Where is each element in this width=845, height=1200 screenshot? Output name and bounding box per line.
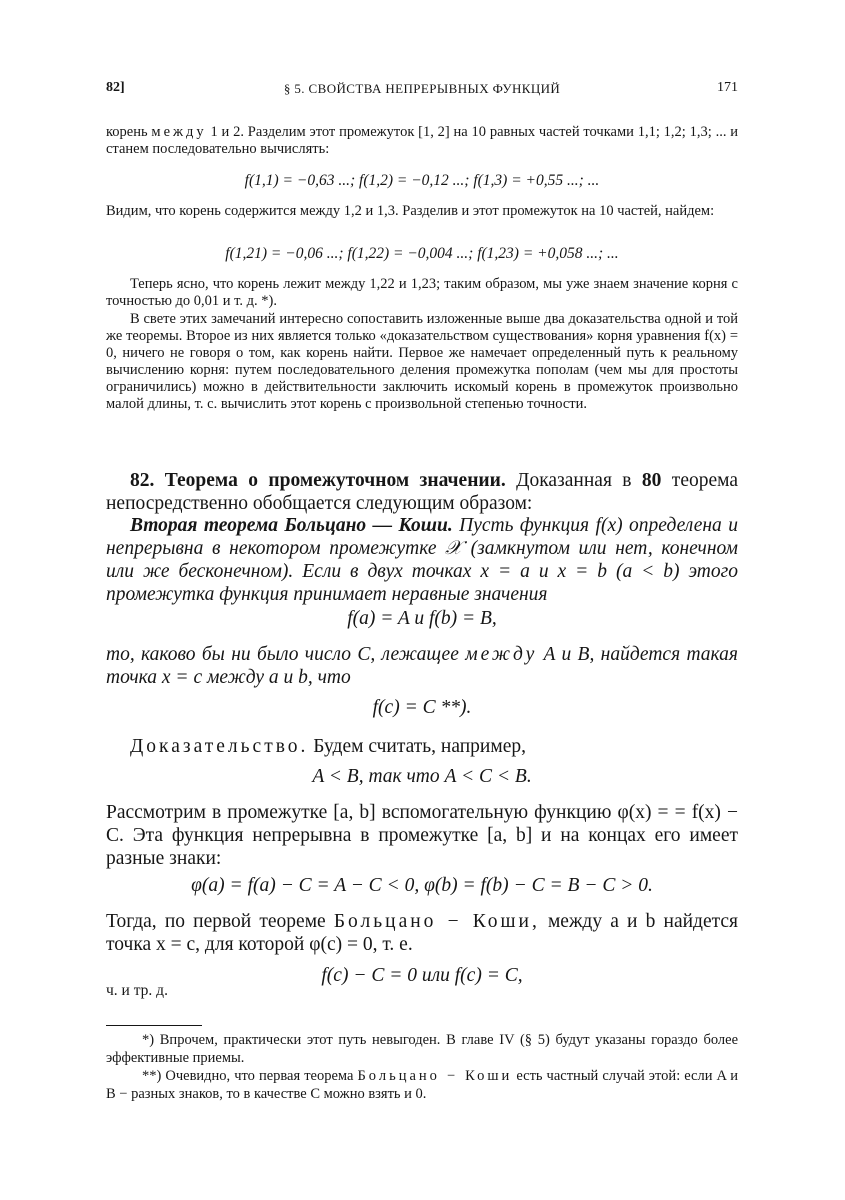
- equation-phi: φ(a) = f(a) − C = A − C < 0, φ(b) = f(b) − C = B − C > 0.: [191, 875, 653, 896]
- text-run: 1 и 2. Разделим этот промежуток [1, 2] на 10 равных частей точками 1,1; 1,2; 1,3; ... и станем последовательно вычислять:: [106, 124, 738, 157]
- spaced-word: между: [465, 644, 538, 665]
- text-run: Тогда, по первой теореме: [106, 911, 334, 932]
- page-number: 171: [717, 80, 738, 95]
- equation-f-hundredths: f(1,21) = −0,06 ...; f(1,22) = −0,004 ...; f(1,23) = +0,058 ...; ...: [225, 245, 619, 262]
- section-reference: 80: [641, 470, 662, 491]
- page-header: [106, 80, 738, 102]
- proof-label: Доказательство.: [130, 736, 309, 757]
- equation-fc: f(c) = C **).: [372, 697, 472, 718]
- paragraph-root-between: [106, 124, 738, 158]
- qed-text: ч. и тр. д.: [106, 982, 168, 999]
- paragraph-auxiliary-function: Рассмотрим в промежутке [a, b] вспомогательную функцию φ(x) = = f(x) − C. Эта функция непрерывна в промежутке [a, b] и на концах его имеет разные знаки:: [106, 802, 738, 869]
- text-run: Пусть функция f(x) определена и непрерывна в некотором промежутке 𝒳 (замкнутом или нет, конечном или же бесконечном). Если в двух точках x = a и x = b (a < b) этого промежутка функция принимает неравные значения: [106, 515, 738, 605]
- spaced-word: между: [151, 124, 207, 140]
- footnote-1: *) Впрочем, практически этот путь невыгоден. В главе IV (§ 5) будут указаны гораздо более эффективные приемы.: [106, 1032, 738, 1066]
- footnote-divider: [106, 1025, 202, 1026]
- section-number-left: 82]: [106, 80, 125, 95]
- text-run: корень: [106, 124, 152, 140]
- section-heading: 82. Теорема о промежуточном значении.: [130, 470, 506, 491]
- text-run: Будем считать, например,: [308, 736, 526, 757]
- text-run: A и B, найдется такая точка x = c между a и b, что: [106, 644, 738, 688]
- equation-f-tenths: f(1,1) = −0,63 ...; f(1,2) = −0,12 ...; f(1,3) = +0,55 ...; ...: [244, 172, 600, 189]
- footnote-2: [106, 1067, 738, 1103]
- spaced-word: Больцано − Коши,: [333, 911, 540, 932]
- text-run: то, каково бы ни было число C, лежащее: [106, 644, 466, 665]
- section-82-intro: [106, 469, 738, 515]
- paragraph-precision: Теперь ясно, что корень лежит между 1,22 и 1,23; таким образом, мы уже знаем значение корня с точностью до 0,01 и т. д. *).: [106, 276, 738, 309]
- text-run: Доказанная в: [505, 470, 642, 491]
- theorem-conclusion: [106, 643, 738, 689]
- theorem-statement: [106, 514, 738, 606]
- equation-fc-minus-c: f(c) − C = 0 или f(c) = C,: [321, 965, 523, 986]
- proof-start: [106, 735, 738, 758]
- paragraph-comparison: В свете этих замечаний интересно сопоставить изложенные выше два доказательства одной и той же теоремы. Второе из них является только «доказательством существования» корня уравнения f(x) = 0, ничего не говоря о том, как корень найти. Первое же намечает определенный путь к реальному вычислению корня: путем последовательного деления промежутка пополам (чем мы для простоты ограничились) можно в действительности заключить искомый корень в промежуток произвольно малой длины, т. с. вычислить этот корень с произвольной степенью точности.: [106, 311, 738, 412]
- paragraph-between-12-13: Видим, что корень содержится между 1,2 и 1,3. Разделив и этот промежуток на 10 частей, найдем:: [106, 203, 715, 219]
- text-run: **) Очевидно, что первая теорема: [142, 1068, 358, 1084]
- text-run: теорема непосредственно обобщается следующим образом:: [106, 470, 738, 514]
- running-title: § 5. СВОЙСТВА НЕПРЕРЫВНЫХ ФУНКЦИЙ: [283, 81, 561, 96]
- paragraph-first-theorem: [106, 910, 738, 956]
- equation-fa-fb: f(a) = A и f(b) = B,: [347, 608, 497, 629]
- theorem-title: Вторая теорема Больцано — Коши.: [130, 515, 453, 536]
- spaced-word: Больцано − Коши: [357, 1068, 513, 1084]
- text-run: есть частный случай этой: если A и B − разных знаков, то в качестве C можно взять и 0.: [106, 1068, 738, 1102]
- text-run: между a и b найдется точка x = c, для которой φ(c) = 0, т. е.: [106, 911, 738, 955]
- equation-a-less-b: A < B, так что A < C < B.: [312, 766, 532, 787]
